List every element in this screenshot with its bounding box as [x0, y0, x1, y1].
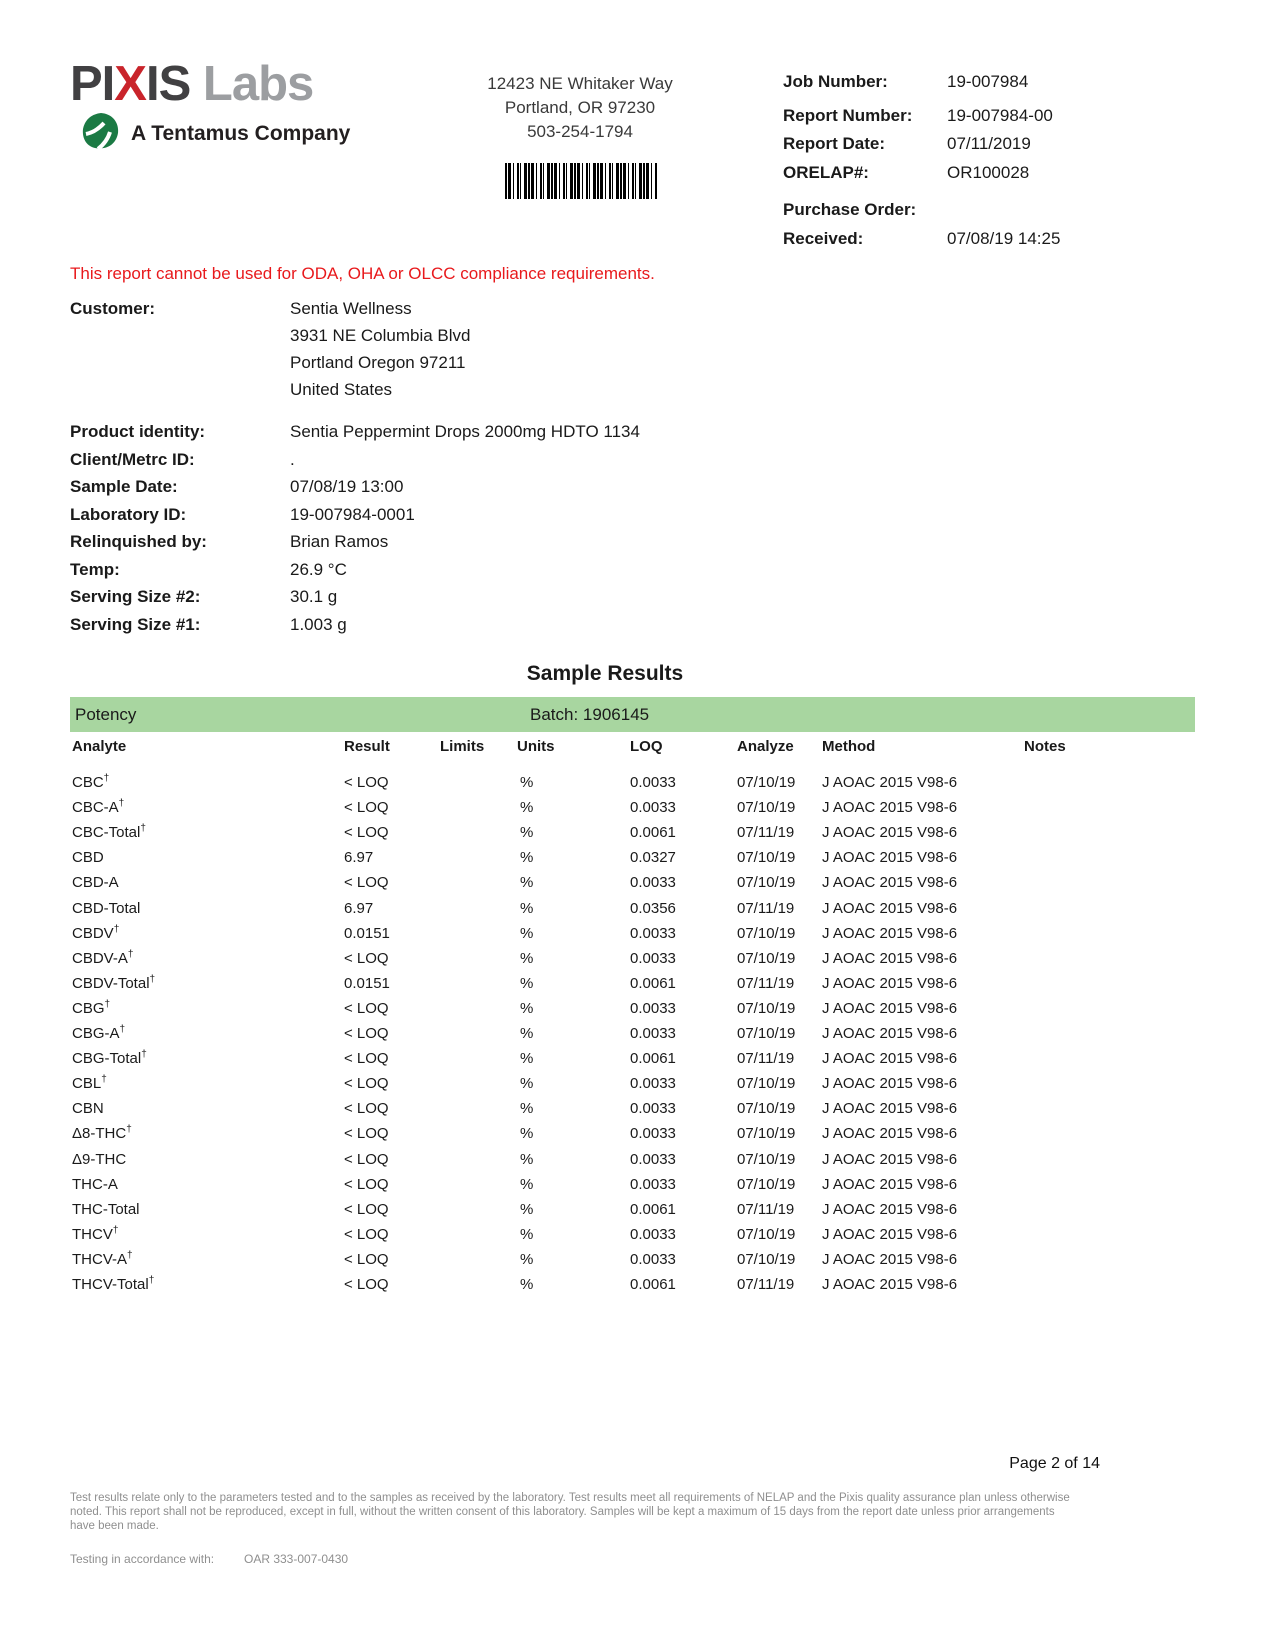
table-row: [70, 1251, 1195, 1273]
cell-method: J AOAC 2015 V98-6: [822, 1075, 958, 1092]
col-limits: Limits: [440, 738, 485, 755]
cell-result: < LOQ: [344, 799, 389, 816]
cell-result: 0.0151: [344, 975, 390, 992]
client-metrc-id-value: .: [290, 450, 295, 469]
cell-loq: 0.0061: [630, 975, 676, 992]
tagline-text: A Tentamus Company: [131, 121, 351, 145]
cell-result: < LOQ: [344, 1151, 389, 1168]
cell-analyze: 07/10/19: [737, 1025, 796, 1042]
cell-method: J AOAC 2015 V98-6: [822, 1025, 958, 1042]
table-row: [70, 1100, 1195, 1122]
cell-units: %: [520, 799, 534, 816]
cell-method: J AOAC 2015 V98-6: [822, 1151, 958, 1168]
table-row: [70, 1201, 1195, 1223]
purchase-order-row: [783, 200, 1213, 220]
cell-analyze: 07/10/19: [737, 925, 796, 942]
cell-analyte: CBC-Total†: [72, 823, 146, 841]
client-metrc-id-label: Client/Metrc ID:: [70, 450, 195, 469]
cell-method: J AOAC 2015 V98-6: [822, 1000, 958, 1017]
serving-size-2-label: Serving Size #2:: [70, 587, 201, 606]
job-number-row: [783, 72, 1213, 92]
cell-analyte: CBL†: [72, 1074, 107, 1092]
cell-analyte: Δ8-THC†: [72, 1124, 132, 1142]
pixis-labs-logo: [70, 58, 313, 110]
cell-loq: 0.0033: [630, 874, 676, 891]
cell-analyze: 07/10/19: [737, 1226, 796, 1243]
cell-units: %: [520, 849, 534, 866]
table-row: [70, 1075, 1195, 1097]
cell-units: %: [520, 824, 534, 841]
cell-loq: 0.0033: [630, 799, 676, 816]
lab-address: [420, 72, 740, 144]
compliance-warning: This report cannot be used for ODA, OHA or OLCC compliance requirements.: [70, 264, 655, 283]
cell-result: < LOQ: [344, 1000, 389, 1017]
cell-loq: 0.0061: [630, 824, 676, 841]
cell-method: J AOAC 2015 V98-6: [822, 975, 958, 992]
cell-analyze: 07/11/19: [737, 975, 795, 992]
accordance-label: Testing in accordance with:: [70, 1552, 215, 1566]
cell-analyze: 07/11/19: [737, 1201, 795, 1218]
col-loq: LOQ: [630, 738, 663, 755]
cell-analyte: CBD-Total: [72, 900, 141, 917]
temp-value: 26.9 °C: [290, 560, 347, 579]
cell-analyte: CBD: [72, 849, 104, 866]
table-row: [70, 1176, 1195, 1198]
cell-result: < LOQ: [344, 1100, 389, 1117]
table-row: [70, 774, 1195, 796]
cell-loq: 0.0061: [630, 1050, 676, 1067]
cell-units: %: [520, 874, 534, 891]
cell-method: J AOAC 2015 V98-6: [822, 1251, 958, 1268]
cell-analyze: 07/10/19: [737, 1151, 796, 1168]
cell-result: 6.97: [344, 900, 374, 917]
cell-analyte: CBD-A: [72, 874, 119, 891]
received-row: [783, 229, 1213, 249]
report-number-row: [783, 106, 1213, 126]
cell-loq: 0.0033: [630, 925, 676, 942]
potency-section-bar: [70, 697, 1195, 732]
cell-analyte: CBDV-A†: [72, 949, 134, 967]
cell-units: %: [520, 1000, 534, 1017]
cell-method: J AOAC 2015 V98-6: [822, 1125, 958, 1142]
cell-analyze: 07/10/19: [737, 799, 796, 816]
cell-loq: 0.0033: [630, 1226, 676, 1243]
cell-analyte: CBC-A†: [72, 798, 125, 816]
cell-analyte: CBG†: [72, 999, 111, 1017]
cell-loq: 0.0033: [630, 774, 676, 791]
report-number-value: 19-007984-00: [947, 106, 1053, 125]
cell-analyte: CBG-Total†: [72, 1049, 147, 1067]
cell-analyze: 07/10/19: [737, 1251, 796, 1268]
cell-analyte: CBG-A†: [72, 1024, 126, 1042]
job-number-value: 19-007984: [947, 72, 1029, 91]
cell-units: %: [520, 1176, 534, 1193]
table-row: [70, 1151, 1195, 1173]
table-row: [70, 849, 1195, 871]
cell-loq: 0.0033: [630, 1151, 676, 1168]
cell-method: J AOAC 2015 V98-6: [822, 1201, 958, 1218]
cell-method: J AOAC 2015 V98-6: [822, 950, 958, 967]
cell-units: %: [520, 1151, 534, 1168]
barcode: [505, 163, 657, 199]
logo-text-pi: PI: [70, 57, 115, 111]
cell-analyze: 07/10/19: [737, 1100, 796, 1117]
cell-analyte: CBDV-Total†: [72, 974, 156, 992]
cell-loq: 0.0033: [630, 1025, 676, 1042]
cell-analyze: 07/11/19: [737, 900, 795, 917]
purchase-order-label: Purchase Order:: [783, 200, 917, 219]
cell-units: %: [520, 925, 534, 942]
sample-date-label: Sample Date:: [70, 477, 178, 496]
report-date-value: 07/11/2019: [947, 134, 1031, 153]
cell-units: %: [520, 1075, 534, 1092]
cell-result: < LOQ: [344, 1276, 389, 1293]
col-units: Units: [517, 738, 555, 755]
page-number: Page 2 of 14: [1009, 1455, 1100, 1472]
cell-loq: 0.0356: [630, 900, 676, 917]
cell-analyze: 07/10/19: [737, 950, 796, 967]
table-row: [70, 975, 1195, 997]
cell-result: 6.97: [344, 849, 374, 866]
cell-loq: 0.0033: [630, 1100, 676, 1117]
customer-street: 3931 NE Columbia Blvd: [290, 326, 471, 345]
received-value: 07/08/19 14:25: [947, 229, 1061, 248]
cell-method: J AOAC 2015 V98-6: [822, 1276, 958, 1293]
cell-units: %: [520, 950, 534, 967]
cell-result: < LOQ: [344, 1251, 389, 1268]
lab-address-line1: 12423 NE Whitaker Way: [487, 74, 673, 93]
cell-method: J AOAC 2015 V98-6: [822, 1100, 958, 1117]
serving-size-1-value: 1.003 g: [290, 615, 347, 634]
logo-text-is: IS: [145, 57, 191, 111]
cell-loq: 0.0033: [630, 1251, 676, 1268]
cell-method: J AOAC 2015 V98-6: [822, 1050, 958, 1067]
report-date-row: [783, 134, 1213, 154]
cell-analyze: 07/10/19: [737, 1125, 796, 1142]
table-row: [70, 1125, 1195, 1147]
cell-method: J AOAC 2015 V98-6: [822, 925, 958, 942]
relinquished-by-label: Relinquished by:: [70, 532, 207, 551]
table-row: [70, 925, 1195, 947]
table-row: [70, 950, 1195, 972]
report-date-label: Report Date:: [783, 134, 886, 153]
logo-text-labs: Labs: [190, 57, 314, 111]
job-number-label: Job Number:: [783, 72, 888, 91]
cell-result: < LOQ: [344, 774, 389, 791]
col-analyte: Analyte: [72, 738, 127, 755]
table-row: [70, 1025, 1195, 1047]
laboratory-id-label: Laboratory ID:: [70, 505, 187, 524]
cell-analyze: 07/11/19: [737, 1050, 795, 1067]
sample-date-value: 07/08/19 13:00: [290, 477, 404, 496]
cell-analyte: CBC†: [72, 773, 110, 791]
cell-loq: 0.0033: [630, 1075, 676, 1092]
table-row: [70, 874, 1195, 896]
cell-loq: 0.0033: [630, 950, 676, 967]
customer-city: Portland Oregon 97211: [290, 353, 466, 372]
col-method: Method: [822, 738, 876, 755]
cell-analyte: CBN: [72, 1100, 104, 1117]
logo-tagline: [80, 110, 350, 157]
cell-units: %: [520, 900, 534, 917]
cell-result: < LOQ: [344, 824, 389, 841]
lab-address-line2: Portland, OR 97230: [504, 98, 656, 117]
table-row: [70, 824, 1195, 846]
cell-result: 0.0151: [344, 925, 390, 942]
accordance-row: [70, 1552, 670, 1566]
cell-analyze: 07/10/19: [737, 874, 796, 891]
cell-units: %: [520, 1100, 534, 1117]
cell-analyte: THCV-Total†: [72, 1275, 155, 1293]
cell-result: < LOQ: [344, 1176, 389, 1193]
cell-analyze: 07/10/19: [737, 1000, 796, 1017]
cell-analyze: 07/11/19: [737, 824, 795, 841]
serving-size-1-label: Serving Size #1:: [70, 615, 201, 634]
cell-analyze: 07/10/19: [737, 774, 796, 791]
col-notes: Notes: [1024, 738, 1066, 755]
cell-analyze: 07/10/19: [737, 1176, 796, 1193]
cell-result: < LOQ: [344, 1201, 389, 1218]
cell-units: %: [520, 1276, 534, 1293]
cell-units: %: [520, 1226, 534, 1243]
cell-analyte: THC-Total: [72, 1201, 140, 1218]
temp-label: Temp:: [70, 560, 120, 579]
cell-units: %: [520, 975, 534, 992]
section-title: Sample Results: [526, 662, 684, 685]
serving-size-2-value: 30.1 g: [290, 587, 338, 606]
cell-analyte: THCV†: [72, 1225, 119, 1243]
tentamus-leaf-icon: [80, 110, 122, 157]
cell-units: %: [520, 1025, 534, 1042]
col-analyze: Analyze: [737, 738, 794, 755]
cell-result: < LOQ: [344, 1226, 389, 1243]
cell-loq: 0.0327: [630, 849, 676, 866]
laboratory-id-value: 19-007984-0001: [290, 505, 415, 524]
cell-method: J AOAC 2015 V98-6: [822, 1176, 958, 1193]
orelap-value: OR100028: [947, 163, 1030, 182]
cell-analyte: CBDV†: [72, 924, 120, 942]
cell-result: < LOQ: [344, 874, 389, 891]
col-result: Result: [344, 738, 390, 755]
cell-analyte: Δ9-THC: [72, 1151, 127, 1168]
customer-name: Sentia Wellness: [290, 299, 412, 318]
received-label: Received:: [783, 229, 864, 248]
results-table-header: [70, 738, 1195, 758]
table-row: [70, 1000, 1195, 1022]
cell-loq: 0.0061: [630, 1201, 676, 1218]
potency-section-name: Potency: [75, 705, 137, 724]
cell-units: %: [520, 774, 534, 791]
orelap-row: [783, 163, 1213, 183]
table-row: [70, 1276, 1195, 1298]
cell-result: < LOQ: [344, 1050, 389, 1067]
cell-units: %: [520, 1050, 534, 1067]
table-row: [70, 900, 1195, 922]
logo-text-x: X: [114, 57, 146, 111]
table-row: [70, 1226, 1195, 1248]
cell-analyze: 07/10/19: [737, 849, 796, 866]
orelap-label: ORELAP#:: [783, 163, 869, 182]
cell-loq: 0.0033: [630, 1125, 676, 1142]
report-number-label: Report Number:: [783, 106, 913, 125]
cell-units: %: [520, 1125, 534, 1142]
footer-disclaimer: Test results relate only to the parameters tested and to the samples as received by the laboratory. Test results meet all requirements of NELAP and the Pixis quality assurance plan unless otherwise noted. This report shall not be reproduced, except in full, without the written consent of this laboratory. Samples will be kept a maximum of 15 days from the report date unless prior arrangements have been made.: [70, 1492, 1070, 1532]
cell-analyte: THCV-A†: [72, 1250, 133, 1268]
cell-method: J AOAC 2015 V98-6: [822, 900, 958, 917]
cell-method: J AOAC 2015 V98-6: [822, 874, 958, 891]
cell-analyze: 07/11/19: [737, 1276, 795, 1293]
results-rows: [70, 774, 1195, 1314]
cell-analyte: THC-A: [72, 1176, 118, 1193]
cell-result: < LOQ: [344, 950, 389, 967]
cell-method: J AOAC 2015 V98-6: [822, 1226, 958, 1243]
cell-method: J AOAC 2015 V98-6: [822, 824, 958, 841]
cell-analyze: 07/10/19: [737, 1075, 796, 1092]
customer-label: Customer:: [70, 299, 156, 318]
accordance-value: OAR 333-007-0430: [244, 1552, 349, 1566]
cell-units: %: [520, 1201, 534, 1218]
cell-method: J AOAC 2015 V98-6: [822, 799, 958, 816]
cell-loq: 0.0033: [630, 1000, 676, 1017]
cell-method: J AOAC 2015 V98-6: [822, 849, 958, 866]
relinquished-by-value: Brian Ramos: [290, 532, 389, 551]
cell-result: < LOQ: [344, 1025, 389, 1042]
product-identity-label: Product identity:: [70, 422, 206, 441]
table-row: [70, 799, 1195, 821]
table-row: [70, 1050, 1195, 1072]
customer-country: United States: [290, 380, 393, 399]
cell-loq: 0.0033: [630, 1176, 676, 1193]
lab-phone: 503-254-1794: [527, 122, 633, 141]
potency-batch: Batch: 1906145: [530, 705, 650, 724]
cell-method: J AOAC 2015 V98-6: [822, 774, 958, 791]
cell-loq: 0.0061: [630, 1276, 676, 1293]
cell-units: %: [520, 1251, 534, 1268]
cell-result: < LOQ: [344, 1125, 389, 1142]
cell-result: < LOQ: [344, 1075, 389, 1092]
product-identity-value: Sentia Peppermint Drops 2000mg HDTO 1134: [290, 422, 640, 441]
